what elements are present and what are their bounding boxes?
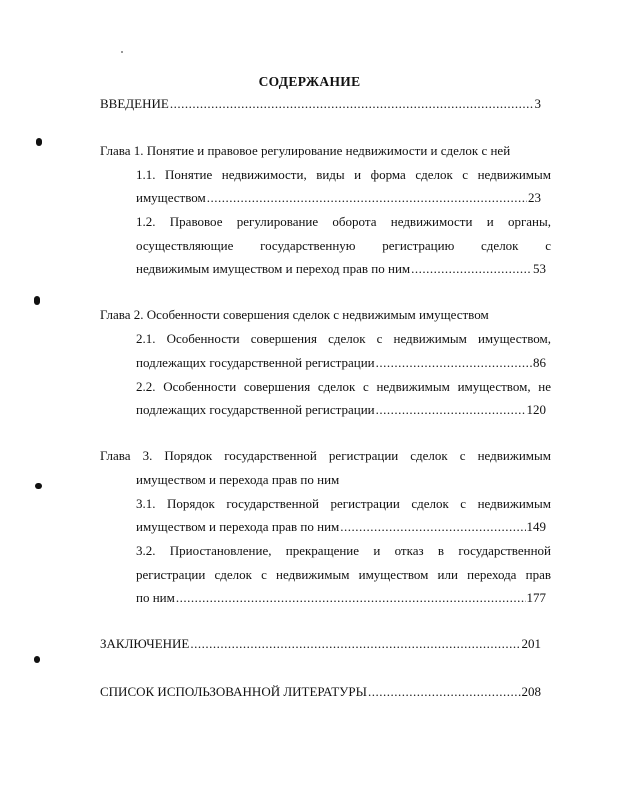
- toc-page-number: 149: [526, 519, 546, 534]
- toc-entry-section[interactable]: [136, 590, 546, 606]
- toc-entry-label: ВВЕДЕНИЕ: [100, 96, 169, 111]
- leader-dots: [340, 519, 525, 535]
- toc-entry-label: по ним: [136, 590, 175, 605]
- section-line: 1.1. Понятие недвижимости, виды и форма сделок с недвижимым: [136, 167, 551, 182]
- toc-entry-label: ЗАКЛЮЧЕНИЕ: [100, 636, 190, 651]
- toc-entry-label: недвижимым имуществом и переход прав по ним: [136, 261, 411, 276]
- toc-page-number: 208: [521, 684, 541, 699]
- leader-dots: [190, 636, 520, 652]
- toc-page-number: 86: [533, 355, 546, 370]
- toc-entry-section[interactable]: [136, 261, 546, 277]
- toc-entry-label: подлежащих государственной регистрации: [136, 402, 375, 417]
- toc-entry-section[interactable]: [136, 355, 546, 371]
- section-line: 2.2. Особенности совершения сделок с недвижимым имуществом, не: [136, 379, 551, 394]
- chapter-heading[interactable]: Глава 1. Понятие и правовое регулирование недвижимости и сделок с ней: [100, 143, 511, 158]
- chapter-heading[interactable]: Глава 3. Порядок государственной регистрации сделок с недвижимым: [100, 448, 551, 463]
- chapter-heading[interactable]: Глава 2. Особенности совершения сделок с недвижимым имуществом: [100, 307, 489, 322]
- scan-speck: [121, 51, 123, 53]
- toc-page-number: 177: [526, 590, 546, 605]
- section-line: 2.1. Особенности совершения сделок с недвижимым имуществом,: [136, 331, 551, 346]
- scan-hole-mark: [34, 656, 40, 663]
- scan-hole-mark: [34, 296, 40, 305]
- chapter-heading-continued: имуществом и перехода прав по ним: [136, 472, 340, 487]
- leader-dots: [170, 96, 534, 112]
- leader-dots: [207, 190, 527, 206]
- leader-dots: [411, 261, 532, 277]
- scan-hole-mark: [36, 138, 42, 146]
- toc-entry-label: СПИСОК ИСПОЛЬЗОВАННОЙ ЛИТЕРАТУРЫ: [100, 684, 367, 699]
- section-line: 1.2. Правовое регулирование оборота недвижимости и органы,: [136, 214, 551, 229]
- toc-entry-section[interactable]: [136, 402, 546, 418]
- toc-page-number: 3: [534, 96, 541, 111]
- toc-entry-bibliography[interactable]: [100, 684, 541, 700]
- toc-entry-conclusion[interactable]: [100, 636, 541, 652]
- toc-page-number: 201: [521, 636, 541, 651]
- section-line: 3.1. Порядок государственной регистрации сделок с недвижимым: [136, 496, 551, 511]
- section-line: осуществляющие государственную регистрацию сделок с: [136, 238, 551, 253]
- toc-entry-label: имуществом: [136, 190, 206, 205]
- leader-dots: [376, 402, 526, 418]
- toc-page-number: 23: [528, 190, 541, 205]
- toc-entry-section[interactable]: [136, 519, 546, 535]
- section-line: регистрации сделок с недвижимым имуществом или перехода прав: [136, 567, 551, 582]
- leader-dots: [368, 684, 521, 700]
- page-title: СОДЕРЖАНИЕ: [258, 74, 361, 89]
- toc-entry-section[interactable]: [136, 190, 541, 206]
- section-line: 3.2. Приостановление, прекращение и отказ в государственной: [136, 543, 551, 558]
- toc-entry-label: имуществом и перехода прав по ним: [136, 519, 340, 534]
- scan-hole-mark: [35, 483, 42, 489]
- toc-entry-label: подлежащих государственной регистрации: [136, 355, 375, 370]
- toc-page-number: 120: [526, 402, 546, 417]
- leader-dots: [376, 355, 532, 371]
- toc-page-number: 53: [533, 261, 546, 276]
- leader-dots: [176, 590, 526, 606]
- toc-entry-intro[interactable]: [100, 96, 541, 112]
